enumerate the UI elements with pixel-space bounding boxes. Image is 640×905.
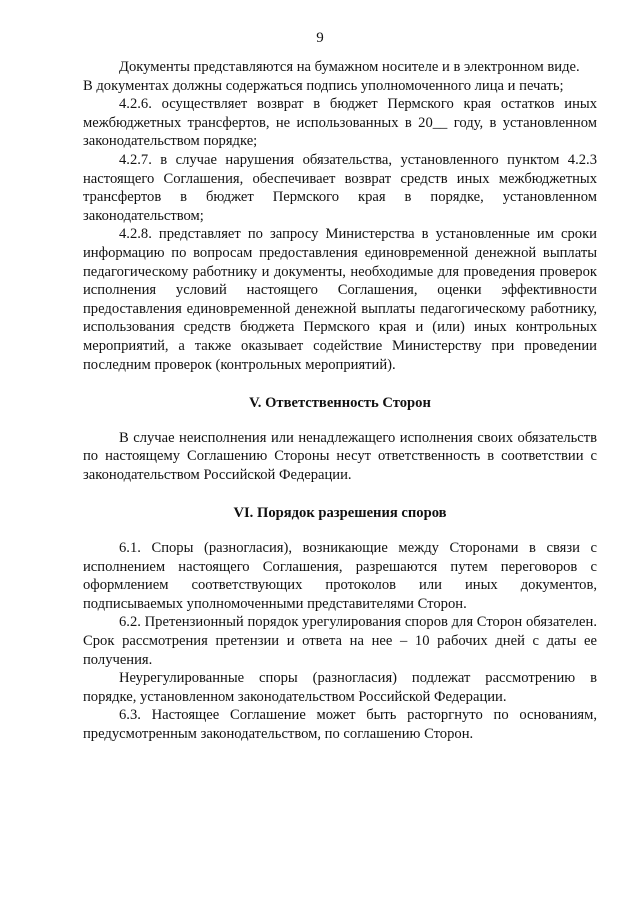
clause-6-1: 6.1. Споры (разногласия), возникающие между Сторонами в связи с исполнением настоящего Соглашения, разрешаются путем переговоров с оформлением соответствующих протоколов или иных документов, подписываемых уполномоченными представителями Сторон.	[83, 540, 597, 612]
clause-4-2-8: 4.2.8. представляет по запросу Министерства в установленные им сроки информацию по вопросам предоставления единовременной денежной выплаты педагогическому работнику и документы, необходимые для проведения проверок исполнения условий настоящего Соглашения, оценки эффективности предоставления единовременной денежной выплаты педагогическому работнику, использования средств бюджета Пермского края и (или) иных контрольных мероприятий, а также оказывает содействие Министерству при проведении последним проверок (контрольных мероприятий).	[83, 226, 597, 373]
document-body	[83, 58, 597, 744]
spacer	[83, 413, 597, 429]
clause-4-2-6: 4.2.6. осуществляет возврат в бюджет Пермского края остатков иных межбюджетных трансфертов, не использованных в 20__ году, в установленном законодательством порядке;	[83, 96, 597, 150]
clause-6-3: 6.3. Настоящее Соглашение может быть расторгнуто по основаниям, предусмотренным законодательством, по соглашению Сторон.	[83, 707, 597, 742]
section-5-paragraph: В случае неисполнения или ненадлежащего исполнения своих обязательств по настоящему Соглашению Стороны несут ответственность в соответствии с законодательством Российской Федерации.	[83, 429, 597, 483]
page-number: 9	[316, 30, 324, 46]
spacer	[83, 374, 597, 394]
paragraph-unresolved-disputes: Неурегулированные споры (разногласия) подлежат рассмотрению в порядке, установленном законодательством Российской Федерации.	[83, 670, 597, 705]
clause-4-2-7: 4.2.7. в случае нарушения обязательства, установленного пунктом 4.2.3 настоящего Соглашения, обеспечивает возврат средств иных межбюджетных трансфертов в бюджет Пермского края в порядке, установленном законодательством;	[83, 151, 597, 224]
spacer	[83, 484, 597, 504]
spacer	[83, 523, 597, 539]
clause-6-2: 6.2. Претензионный порядок урегулирования споров для Сторон обязателен. Срок рассмотрения претензии и ответа на нее – 10 рабочих дней с даты ее получения.	[83, 614, 597, 668]
section-6-heading: VI. Порядок разрешения споров	[233, 505, 447, 522]
paragraph-signature-requirement: В документах должны содержаться подпись уполномоченного лица и печать;	[83, 77, 564, 94]
section-5-heading: V. Ответственность Сторон	[249, 395, 431, 412]
paragraph-documents-format: Документы представляются на бумажном носителе и в электронном виде.	[119, 59, 580, 75]
